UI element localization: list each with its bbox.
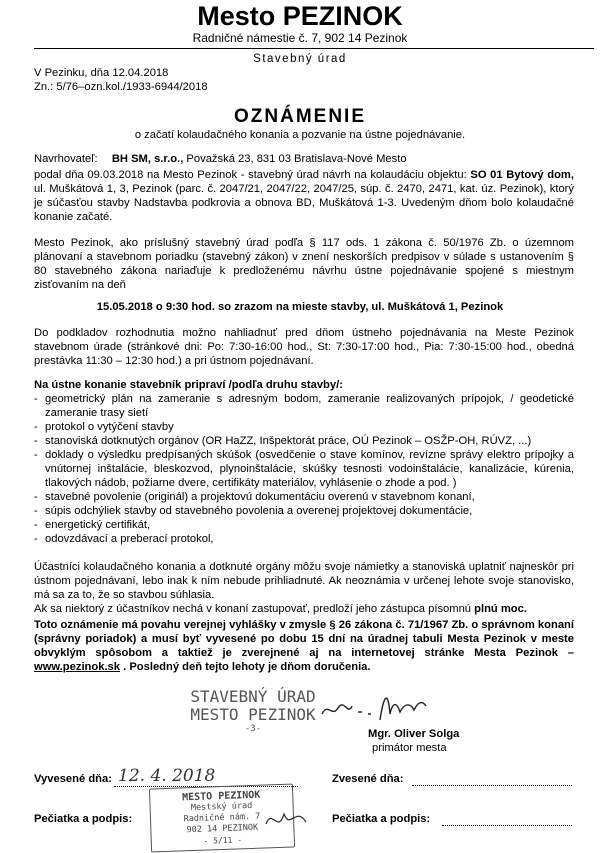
list-item: - stavebné povolenie (originál) a projektovú dokumentáciu overenú v stavebnom konaní, <box>34 490 574 504</box>
signatory-role: primátor mesta <box>372 742 447 754</box>
signatory-name: Mgr. Oliver Solga <box>368 728 460 740</box>
signature-scribble <box>318 684 438 726</box>
seal-scribble <box>262 800 312 840</box>
p5-text: Ak sa niektorý z účastníkov nechá v konaní zastupovať, predloží jeho zástupca písomnú <box>34 603 475 615</box>
stamp-line-2: MESTO PEZINOK <box>190 705 316 724</box>
paragraph-public-notice <box>34 618 574 674</box>
requirements-heading: Na ústne konanie stavebník pripraví /podľa druhu stavby/: <box>34 379 343 391</box>
reference-number: Zn.: 5/76–ozn.kol./1933-6944/2018 <box>34 81 208 93</box>
applicant-name: BH SM, s.r.o., <box>111 153 184 165</box>
paragraph-objections: Účastníci kolaudačného konania a dotknuté orgány môžu svoje námietky a stanoviská uplatniť najneskôr pri ústnom pojednávaní, lebo inak k ním nebude prihliadnuté. Ak neoznámia v určenej lehote svoje stanovisko, má sa za to, že so stavbou súhlasia. <box>34 561 574 601</box>
p6-text-a: Toto oznámenie má povahu verejnej vyhlášky v zmysle § 26 zákona č. 71/1967 Zb. o správnom konaní (správny poriadok) a musí byť vyvesené po dobu 15 dní na úradnej tabuli Mesta Pezinok v meste obvyklým spôsobom a taktiež je zverejnené aj na internetovej stránke Mesta Pezinok – <box>34 619 574 659</box>
paragraph-authority: Mesto Pezinok, ako príslušný stavebný úrad podľa § 117 ods. 1 zákona č. 50/1976 Zb. o územnom plánovaní a stavebnom poriadku (stavebný zákon) v znení neskorších predpisov v súlade s ustanovením § 80 stavebného zákona nariaďuje k predloženému návrhu ústne pojednávanie spojené s miestnym zisťovaním na deň <box>34 237 574 291</box>
stamp-number: -3- <box>244 724 262 734</box>
list-item: - odovzdávací a preberací protokol, <box>34 532 574 546</box>
p1-text-c: ul. Muškátová 1, 3, Pezinok (parc. č. 2047/21, 2047/22, 2047/25, súp. č. 2470, 2471, kat. úz. Pezinok), ktorý je súčasťou stavby Nadstavba podkrovia a obnova BD, Muškátová 1-3. Uvedeným dňom bolo kolaudačné konanie začaté. <box>34 183 574 223</box>
p5-power-of-attorney: plnú moc. <box>474 603 527 615</box>
seal-signature-line-right <box>442 824 572 826</box>
list-item: - energetický certifikát, <box>34 518 574 532</box>
header-divider <box>34 48 594 49</box>
office-stamp <box>168 688 338 735</box>
paragraph-request <box>34 168 574 224</box>
p1-text-a: podal dňa 09.03.2018 na Mesto Pezinok - stavebný úrad návrh na kolaudáciu objektu: <box>34 169 471 181</box>
posted-date: 12. 4. 2018 <box>114 766 298 787</box>
list-item: - stanoviská dotknutých orgánov (OR HaZZ, Inšpektorát práce, OÚ Pezinok – OSŽP-OH, RÚVZ, ...) <box>34 434 574 448</box>
applicant-label: Navrhovateľ: <box>34 153 98 165</box>
list-item: - súpis odchýliek stavby od stavebného povolenia a overenej projektovej dokumentácie, <box>34 504 574 518</box>
p1-object: SO 01 Bytový dom, <box>470 169 574 181</box>
seal-line-3: Radničné nám. 7 <box>183 811 261 825</box>
list-item: - protokol o vytýčení stavby <box>34 420 574 434</box>
paragraph-representation <box>34 602 574 616</box>
posted-label: Vyvesené dňa: <box>34 773 112 785</box>
seal-label-right: Pečiatka a podpis: <box>332 813 431 825</box>
city-title: Mesto PEZINOK <box>197 1 403 31</box>
notice-title: OZNÁMENIE <box>234 106 366 127</box>
seal-line-5: - 5/11 - <box>203 835 243 846</box>
seal-line-1: MESTO PEZINOK <box>181 789 261 804</box>
seal-line-4: 902 14 PEZINOK <box>186 822 259 836</box>
seal-label-left: Pečiatka a podpis: <box>34 813 133 825</box>
notice-subtitle: o začatí kolaudačného konania a pozvanie na ústne pojednávanie. <box>134 129 466 141</box>
removed-label: Zvesené dňa: <box>332 773 404 785</box>
applicant-line <box>34 152 574 166</box>
p6-text-b: . Posledný deň tejto lehoty je dňom doručenia. <box>120 661 371 673</box>
paragraph-documents: Do podkladov rozhodnutia možno nahliadnuť pred dňom ústneho pojednávania na Meste Pezinok stavebnom úrade (stránkové dni: Po: 7:30-16:00 hod., St: 7:30-17:00 hod., Pia: 7:30-15:00 hod., obedná prestávka 11:30 – 12:30 hod.) a pri ústnom pojednávaní. <box>34 327 574 367</box>
office-name: Stavebný úrad <box>253 53 347 65</box>
requirements-list <box>34 392 574 546</box>
hearing-date: 15.05.2018 o 9:30 hod. so zrazom na mieste stavby, ul. Muškátová 1, Pezinok <box>96 301 504 313</box>
removed-date-line <box>412 784 572 786</box>
stamp-line-1: STAVEBNÝ ÚRAD <box>190 687 316 706</box>
city-address: Radničné námestie č. 7, 902 14 Pezinok <box>192 31 408 45</box>
seal-line-2: Mestský úrad <box>190 800 253 814</box>
applicant-address: Považská 23, 831 03 Bratislava-Nové Mesto <box>186 153 407 165</box>
place-date: V Pezinku, dňa 12.04.2018 <box>34 67 169 79</box>
website-link[interactable]: www.pezinok.sk <box>34 661 120 673</box>
list-item: - geometrický plán na zameranie s adresným bodom, zameranie realizovaných prípojok, / geodetické zameranie trasy sietí <box>34 392 574 420</box>
list-item: - doklady o výsledku predpísaných skúšok (osvedčenie o stave komínov, revízne správy elektro prípojky a vnútornej inštalácie, bleskozvod, plynoinštalácie, skúšky tesnosti vodoinštalácie, kanalizácie, kúrenia, tlakových nádob, požiarne dvere, certifikáty materiálov, vyhlásenie o zhode a pod. ) <box>34 448 574 490</box>
